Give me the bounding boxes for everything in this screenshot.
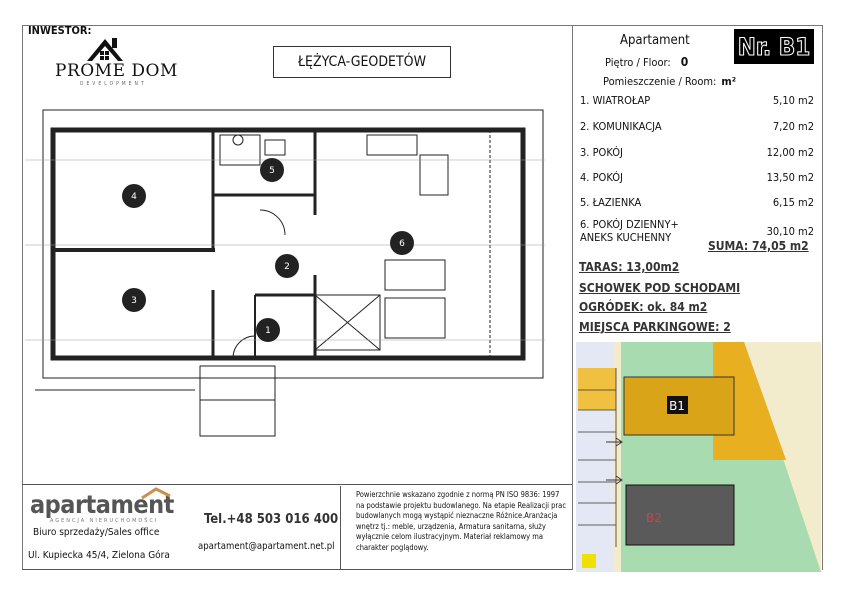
project-name: ŁĘŻYCA-GEODETÓW [273, 46, 451, 78]
site-map [576, 342, 821, 572]
room-number: 5 [269, 166, 275, 176]
garden-info: OGRÓDEK: ok. 84 m2 [579, 300, 708, 314]
floor-info: Piętro / Floor: 0 [605, 55, 689, 69]
divider [340, 486, 341, 570]
house-logo-icon [85, 35, 125, 63]
room-row: 4. POKÓJ 13,50 m2 [580, 171, 814, 184]
svg-text:B2: B2 [646, 511, 662, 525]
room-row: 1. WIATROŁAP 5,10 m2 [580, 94, 814, 107]
room-row: 2. KOMUNIKACJA 7,20 m2 [580, 120, 814, 133]
roof-logo-icon [140, 486, 172, 500]
apartment-number: Nr. B1 [734, 29, 814, 64]
room-number: 3 [131, 296, 137, 306]
agency-logo-sub: AGENCJA NIERUCHOMOŚCI [50, 518, 159, 524]
terrace-info: TARAS: 13,00m2 [579, 260, 680, 274]
divider [572, 25, 573, 570]
floor-plan [25, 100, 560, 462]
room-row: 3. POKÓJ 12,00 m2 [580, 146, 814, 159]
room-row: 5. ŁAZIENKA 6,15 m2 [580, 196, 814, 209]
phone-number[interactable]: Tel.+48 503 016 400 [204, 512, 339, 527]
room-number: 4 [131, 192, 137, 202]
room-header: Pomieszczenie / Room: m² [603, 75, 737, 88]
email-link[interactable]: apartament@apartament.net.pl [198, 541, 335, 552]
room-number: 2 [284, 262, 290, 272]
storage-info: SCHOWEK POD SCHODAMI [579, 281, 741, 295]
agency-logo: apartament [30, 490, 174, 519]
site-unit-label: B1 [669, 399, 685, 413]
parking-info: MIEJSCA PARKINGOWE: 2 [579, 320, 731, 334]
disclaimer: Powierzchnie wskazano zgodnie z normą PN ISO 9836: 1997 na podstawie projektu budowlanego. Na etapie Realizacji prac budowlanych mogą wystąpić nieznaczne Różnice.Aranżacja wnętrz tj.: meble, urządzenia, Armatura sanitarna, służy wyłącznie celom ilustracyjnym. Materiał reklamowy ma charakter poglądowy. [356, 490, 567, 552]
room-number: 1 [265, 326, 271, 336]
room-number: 6 [399, 239, 405, 249]
investor-logo-sub: DEVELOPMENT [80, 81, 147, 87]
office-address: Ul. Kupiecka 45/4, Zielona Góra [28, 550, 170, 561]
investor-logo: PROME DOM [55, 61, 178, 81]
sales-office-label: Biuro sprzedaży/Sales office [33, 527, 160, 538]
total-area: SUMA: 74,05 m2 [708, 239, 809, 253]
apartment-title: Apartament [620, 33, 690, 48]
room-row: 6. POKÓJ DZIENNY+ ANEKS KUCHENNY 30,10 m2 [580, 218, 814, 244]
investor-label: INWESTOR: [28, 24, 92, 37]
divider [822, 25, 823, 570]
